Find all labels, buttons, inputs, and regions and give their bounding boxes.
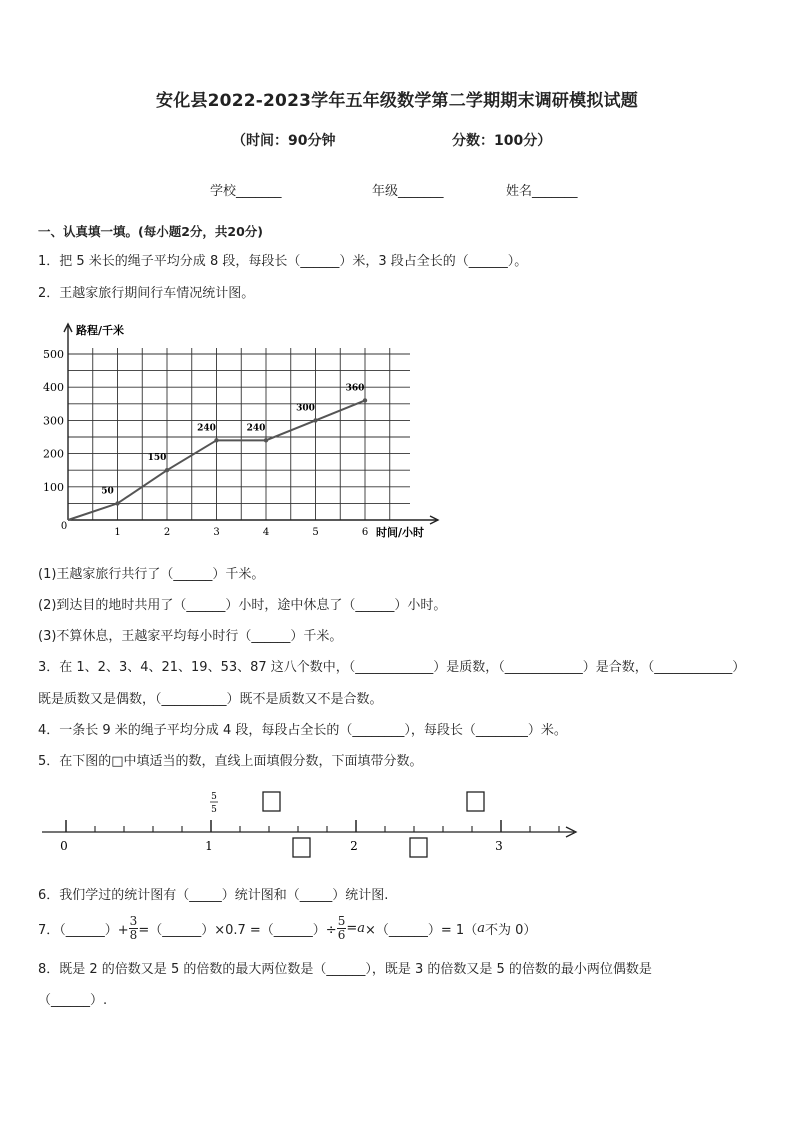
answer-box-below-1[interactable] [293,838,310,857]
question-2-2: (2)到达目的地时共用了（______）小时，途中休息了（______）小时。 [38,598,447,613]
question-3-cont: 既是质数又是偶数，（__________）既不是质数又不是合数。 [38,692,383,707]
name-field[interactable]: 姓名_______ [506,184,578,199]
question-4: 4．一条长 9 米的绳子平均分成 4 段，每段占全长的（________），每段长（________）米。 [38,723,567,738]
data-point [214,438,218,442]
x-tick-label: 3 [213,527,220,538]
q7-variable-a: a [357,920,366,936]
data-point [313,418,317,422]
number-line-label: 1 [205,839,213,853]
chart-axes [43,323,438,539]
x-tick-label: 5 [312,527,319,538]
x-tick-label: 1 [114,527,121,538]
question-2: 2．王越家旅行期间行车情况统计图。 [38,286,255,301]
q7-fraction-3-8: $\frac{3}{8}$ [129,913,138,942]
number-line-figure [36,784,596,862]
question-3: 3．在 1、2、3、4、21、19、53、87 这八个数中，（____________）是质数，（____________）是合数，（____________） [38,660,746,675]
data-label: 360 [345,383,365,394]
question-1: 1．把 5 米长的绳子平均分成 8 段，每段长（______）米，3 段占全长的（______）。 [38,254,528,269]
school-field[interactable]: 学校_______ [210,184,282,199]
question-8: 8．既是 2 的倍数又是 5 的倍数的最大两位数是（______），既是 3 的倍数又是 5 的倍数的最小两位偶数是 [38,962,652,977]
question-7 [38,912,536,944]
data-point [115,501,119,505]
q7-part-3: = [346,920,358,936]
section-heading: 一、认真填一填。(每小题2分，共20分) [38,224,264,239]
number-line-label: 2 [350,839,358,853]
travel-line-chart [30,318,450,543]
y-axis-title: 路程/千米 [76,324,125,337]
data-point [264,438,268,442]
paper-title: 安化县2022-2023学年五年级数学第二学期期末调研模拟试题 [156,91,638,111]
number-line-label: 3 [495,839,503,853]
question-2-3: (3)不算休息，王越家平均每小时行（______）千米。 [38,629,343,644]
data-label: 240 [197,423,216,434]
exam-score: 分数：100分） [452,133,552,149]
y-tick-label: 400 [43,381,64,395]
q7-part-2: =（______）×0.7 =（______）÷ [138,922,337,938]
data-label: 240 [246,423,266,434]
x-axis-title: 时间/小时 [376,526,425,539]
answer-box-above-1[interactable] [263,792,280,811]
exam-time: （时间：90分钟 [232,133,336,149]
question-8-cont: （______）. [38,993,108,1008]
question-6: 6．我们学过的统计图有（_____）统计图和（_____）统计图. [38,888,389,903]
data-label: 50 [101,486,114,497]
answer-box-below-2[interactable] [410,838,427,857]
data-label: 150 [147,453,167,464]
question-5: 5．在下图的□中填适当的数，直线上面填假分数，下面填带分数。 [38,754,423,769]
answer-box-above-2[interactable] [467,792,484,811]
y-tick-label: 100 [43,480,64,494]
data-point [363,398,367,402]
chart-grid [68,348,410,520]
grade-field[interactable]: 年级_______ [372,184,444,199]
y-tick-label: 500 [43,348,64,361]
y-tick-label: 200 [43,447,64,461]
y-tick-label: 300 [43,414,64,428]
x-tick-label: 4 [262,527,270,538]
q7-fraction-5-6: $\frac{5}{6}$ [337,913,346,942]
number-line-label: 0 [60,839,68,853]
data-label: 300 [296,403,315,414]
given-fraction-denominator: 5 [211,805,217,815]
q7-part-1: 7．（______）+ [38,922,129,938]
number-line-labels [60,839,503,853]
data-point [165,468,169,472]
number-line-ticks [66,820,559,832]
q7-variable-a-2: a [477,920,485,936]
x-tick-label: 2 [163,527,171,538]
given-fraction-numerator: 5 [211,792,217,802]
q7-part-5: 不为 0） [484,922,537,938]
q7-part-4: ×（______）= 1（ [365,922,478,938]
question-2-1: (1)王越家旅行共行了（______）千米。 [38,567,265,582]
x-tick-label: 0 [60,521,68,532]
x-tick-label: 6 [361,527,369,538]
